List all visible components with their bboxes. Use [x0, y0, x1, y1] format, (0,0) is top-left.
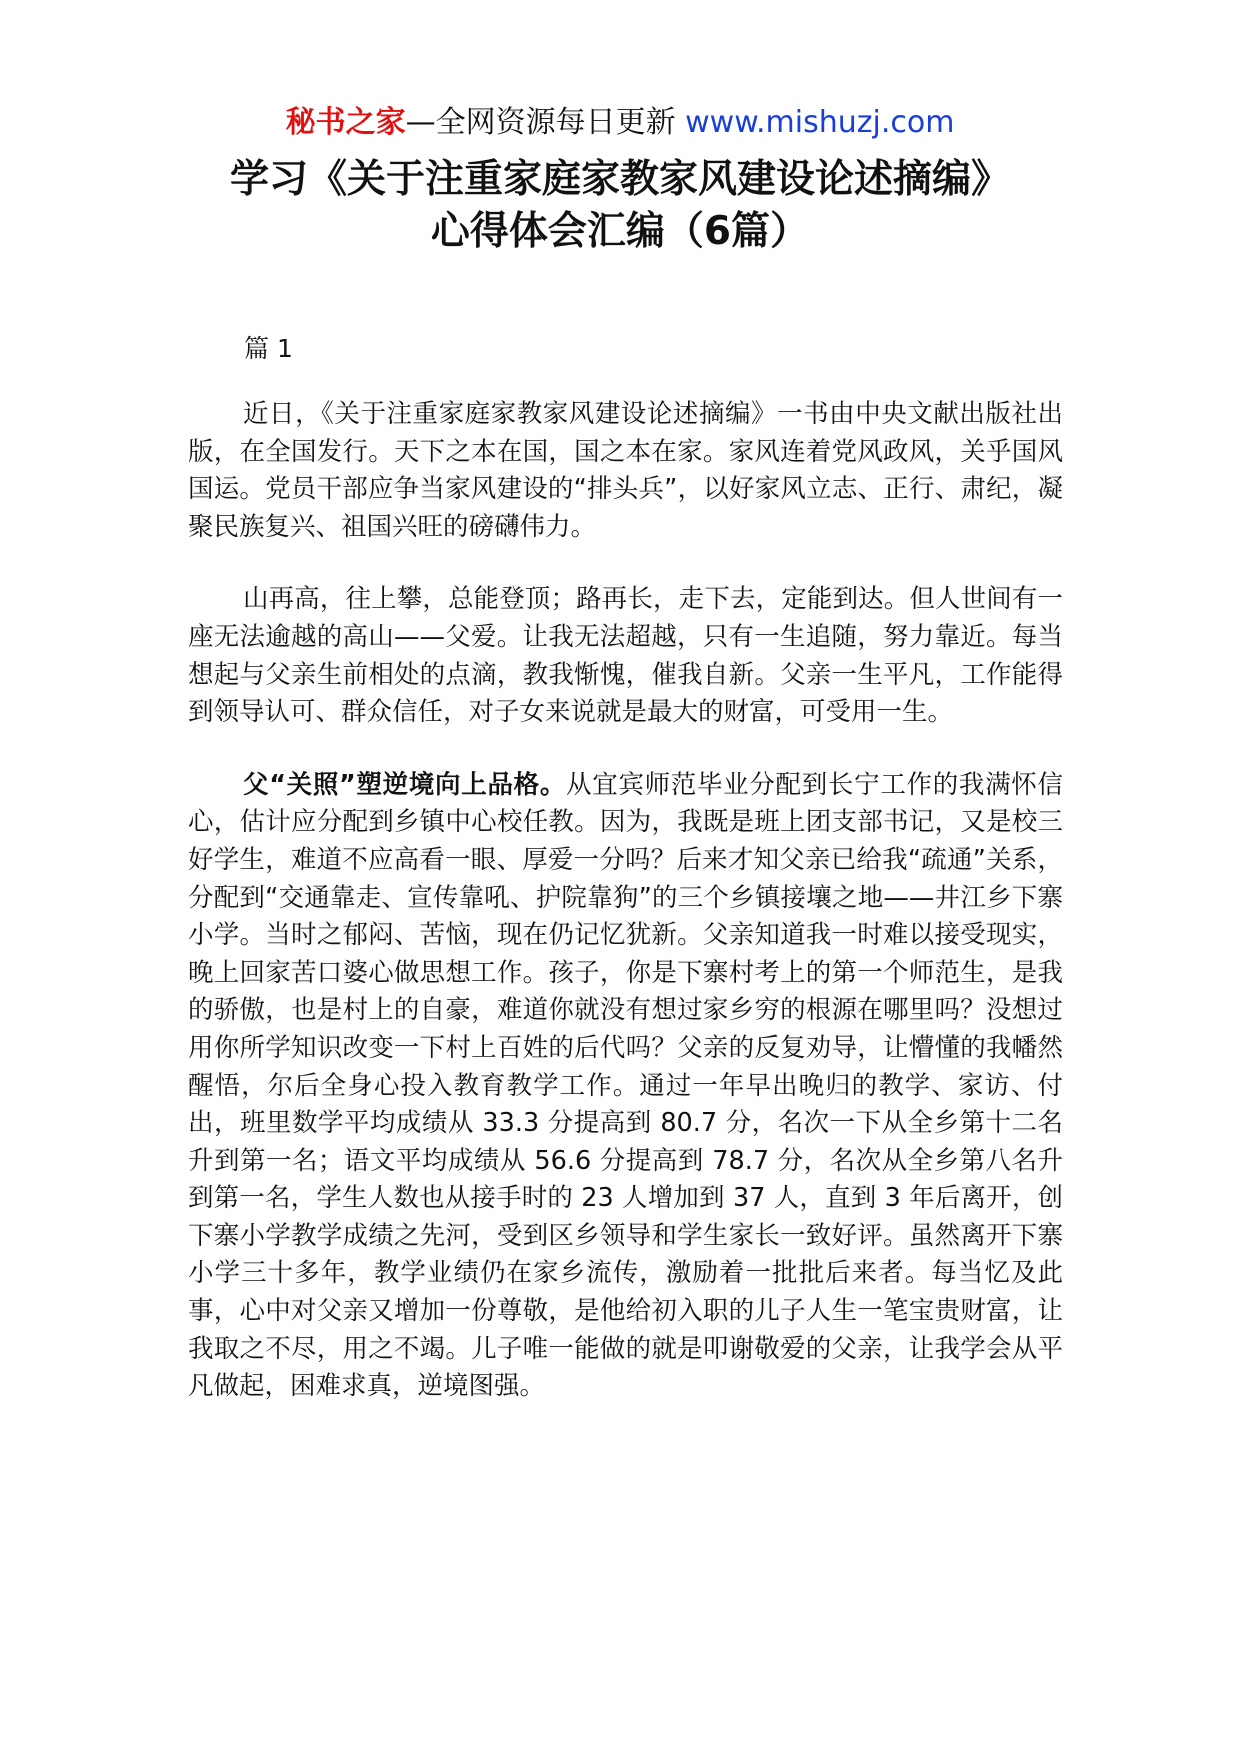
- paragraph-3-text: 从宜宾师范毕业分配到长宁工作的我满怀信心，估计应分配到乡镇中心校任教。因为，我既是班上团支部书记，又是校三好学生，难道不应高看一眼、厚爱一分吗？后来才知父亲已给我“疏通”关系，分配到“交通靠走、宣传靠吼、护院靠狗”的三个乡镇接壤之地——井江乡下寨小学。当时之郁闷、苦恼，现在仍记忆犹新。父亲知道我一时难以接受现实，晚上回家苦口婆心做思想工作。孩子，你是下寨村考上的第一个师范生，是我的骄傲，也是村上的自豪，难道你就没有想过家乡穷的根源在哪里吗？没想过用你所学知识改变一下村上百姓的后代吗？父亲的反复劝导，让懵懂的我幡然醒悟，尔后全身心投入教育教学工作。通过一年早出晚归的教学、家访、付出，班里数学平均成绩从 33.3 分提高到 80.7 分，名次一下从全乡第十二名升到第一名；语文平均成绩从 56.6 分提高到 78.7 分，名次从全乡第八名升到第一名，学生人数也从接手时的 23 人增加到 37 人，直到 3 年后离开，创下寨小学教学成绩之先河，受到区乡领导和学生家长一致好评。虽然离开下寨小学三十多年，教学业绩仍在家乡流传，激励着一批批后来者。每当忆及此事，心中对父亲又增加一份尊敬，是他给初入职的儿子人生一笔宝贵财富，让我取之不尽，用之不竭。儿子唯一能做的就是叩谢敬爱的父亲，让我学会从平凡做起，困难求真，逆境图强。: [188, 769, 1063, 1402]
- paragraph-2: [188, 581, 1063, 731]
- brand-name: 秘书之家: [285, 105, 406, 140]
- paragraph-3-lead: 父“关照”塑逆境向上品格。: [243, 769, 567, 800]
- title-line-1: 学习《关于注重家庭家教家风建设论述摘编》: [229, 157, 1010, 202]
- document-title: [0, 154, 1240, 258]
- site-header: [0, 102, 1240, 144]
- paragraph-3: [188, 767, 1063, 1406]
- title-line-2: 心得体会汇编（6篇）: [430, 209, 810, 254]
- paragraph-1: [188, 396, 1063, 546]
- header-tagline: —全网资源每日更新: [405, 105, 686, 140]
- body-text: [188, 396, 1063, 1441]
- paragraph-2-text: 山再高，往上攀，总能登顶；路再长，走下去，定能到达。但人世间有一座无法逾越的高山——父爱。让我无法超越，只有一生追随，努力靠近。每当想起与父亲生前相处的点滴，教我惭愧，催我自新。父亲一生平凡，工作能得到领导认可、群众信任，对子女来说就是最大的财富，可受用一生。: [188, 584, 1063, 728]
- site-url-link[interactable]: www.mishuzj.com: [685, 105, 955, 140]
- paragraph-1-text: 近日，《关于注重家庭家教家风建设论述摘编》一书由中央文献出版社出版，在全国发行。天下之本在国，国之本在家。家风连着党风政风，关乎国风国运。党员干部应争当家风建设的“排头兵”，以好家风立志、正行、肃纪，凝聚民族复兴、祖国兴旺的磅礴伟力。: [188, 399, 1063, 542]
- section-label: 篇 1: [244, 334, 293, 363]
